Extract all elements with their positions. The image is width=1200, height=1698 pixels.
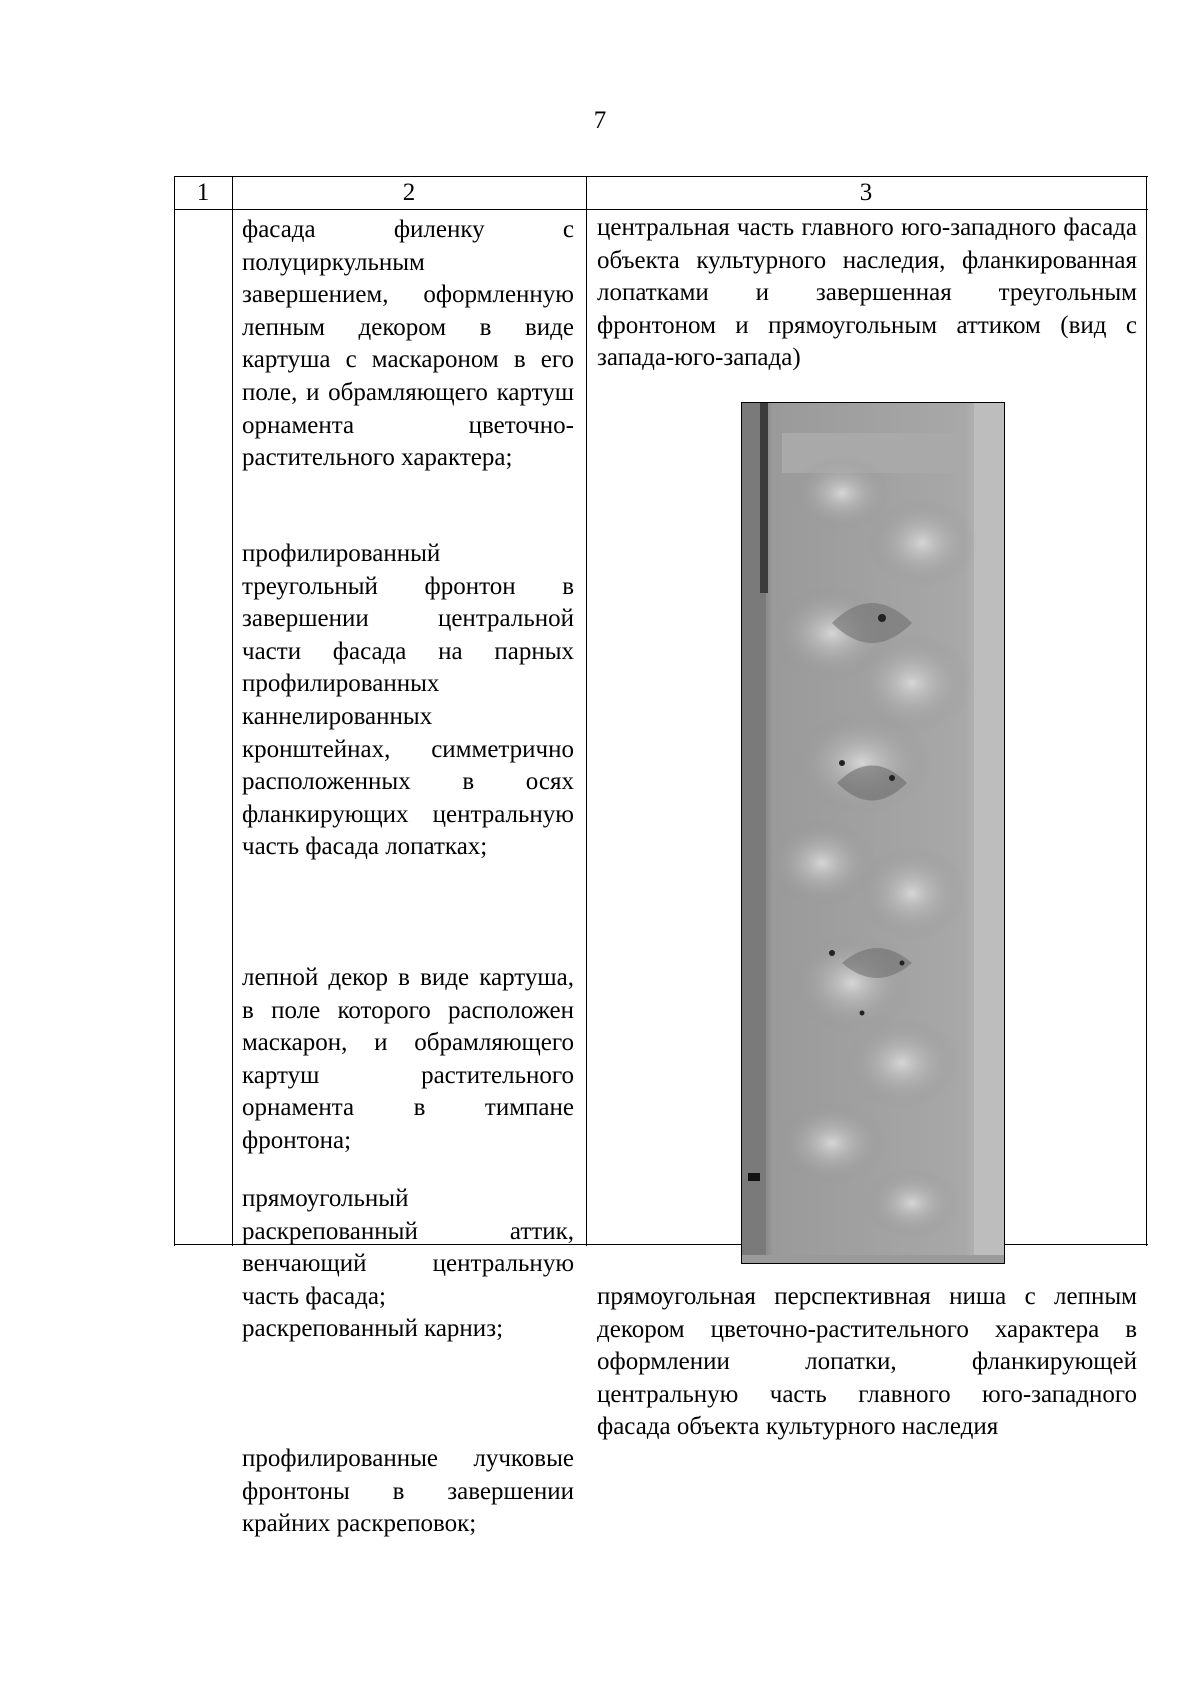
table-border-left [174,176,175,1246]
header-cell-3: 3 [859,179,873,206]
description-paragraph: профилированный треугольный фронтон в завершении центральной части фасада на парных профилированных каннелированных кронштейнах, симметрично расположенных в осях фланкирующих центральную часть фасада лопатках; [242,540,574,861]
description-paragraph: лепной декор в виде картуша, в поле которого расположен маскарон, и обрамляющего картуш растительного орнамента в тимпане фронтона; [242,964,574,1154]
table-border-right [1146,176,1147,1246]
photo-image [742,403,1004,1263]
description-paragraph: профилированные лучковые фронтоны в завершении крайних раскреповок; [242,1445,574,1538]
pilaster-niche-photo [741,402,1005,1264]
description-paragraph: прямоугольный раскрепованный аттик, венчающий центральную часть фасада; [242,1185,574,1310]
photo-caption-top: центральная часть главного юго-западного фасада объекта культурного наследия, фланкированная лопатками и завершенная треугольным фронтоном и прямоугольным аттиком (вид с запада-юго-запада) [597,214,1137,372]
column-divider-2 [586,176,587,1246]
description-paragraph: раскрепованный карниз; [242,1315,504,1342]
description-paragraph: фасада филенку с полуциркульным завершением, оформленную лепным декором в виде картуша с маскароном в его поле, и обрамляющего картуш орнамента цветочно-растительного характера; [242,216,574,472]
page-number: 7 [593,107,607,134]
header-cell-1: 1 [196,179,210,206]
header-cell-2: 2 [402,179,416,206]
photo-caption-bottom: прямоугольная перспективная ниша с лепным декором цветочно-растительного характера в оформлении лопатки, фланкирующей центральную часть главного юго-западного фасада объекта культурного наследия [597,1283,1137,1441]
column-divider-1 [232,176,233,1246]
